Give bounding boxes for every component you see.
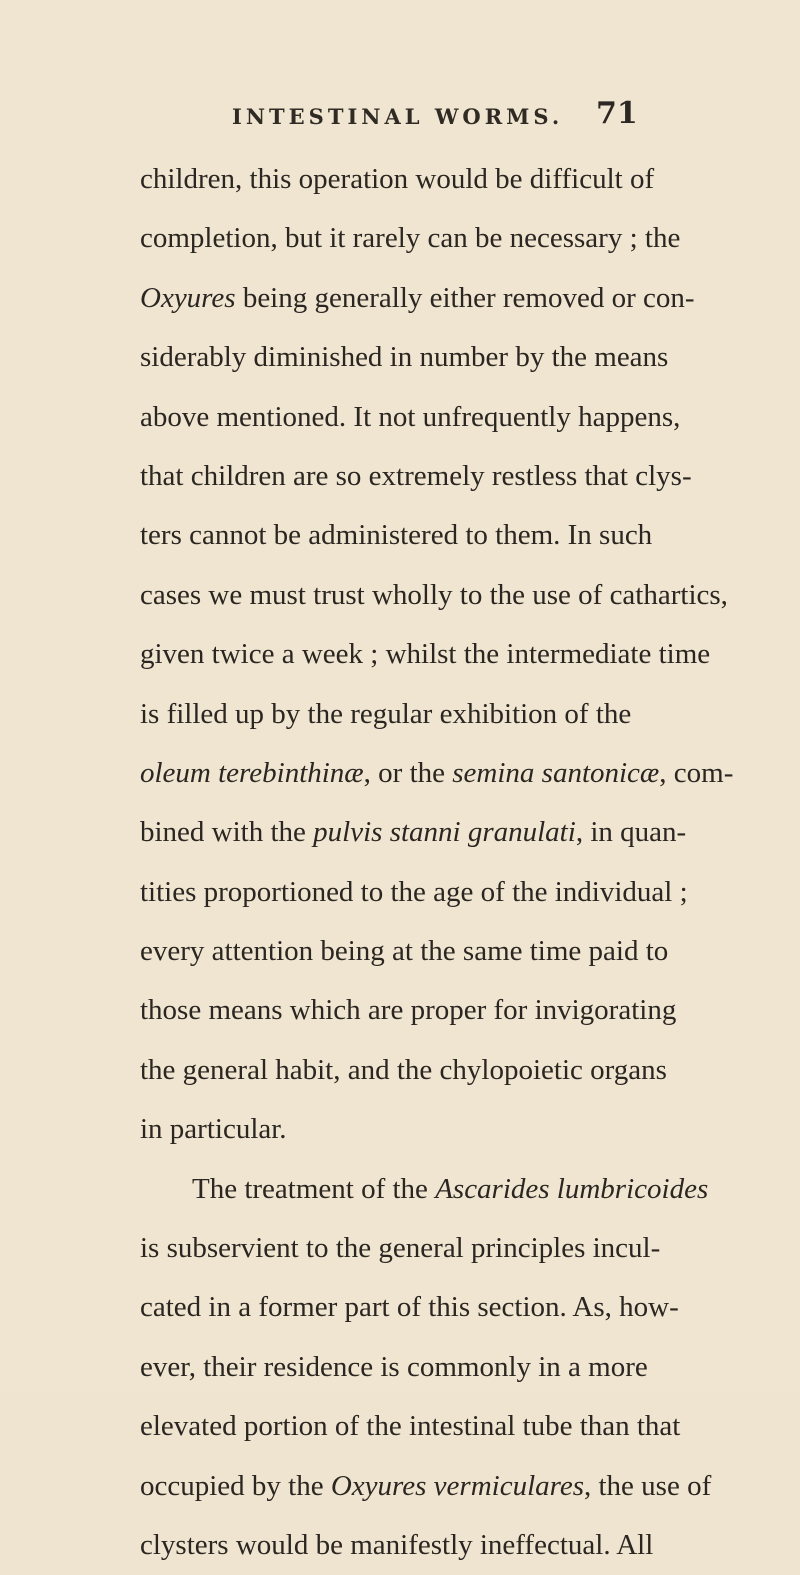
italic-text: Oxyures vermiculares	[330, 1469, 584, 1502]
text-segment: is filled up by the regular exhibition of the	[140, 697, 632, 730]
text-segment: being generally either removed or con-	[235, 281, 695, 314]
text-line	[140, 981, 677, 1040]
text-segment: ever, their residence is commonly in a more	[140, 1350, 648, 1383]
text-segment: those means which are proper for invigorating	[140, 994, 677, 1027]
text-segment: tities proportioned to the age of the individual ;	[140, 875, 688, 908]
text-segment: elevated portion of the intestinal tube than that	[140, 1410, 681, 1443]
text-segment: completion, but it rarely can be necessary ; the	[140, 222, 681, 255]
text-segment: above mentioned. It not unfrequently happens,	[140, 400, 681, 433]
text-line	[140, 506, 653, 565]
text-line	[140, 388, 681, 447]
text-line	[140, 1516, 654, 1575]
text-segment: children, this operation would be difficult of	[140, 163, 655, 195]
page-header	[0, 78, 800, 131]
text-line	[140, 269, 695, 328]
text-line	[140, 209, 681, 268]
text-segment: siderably diminished in number by the means	[140, 341, 669, 374]
text-segment: , or the	[363, 756, 453, 789]
running-head: INTESTINAL WORMS.	[232, 104, 564, 129]
text-line	[140, 863, 688, 922]
text-line	[140, 1041, 667, 1100]
text-segment: given twice a week ; whilst the intermediate time	[140, 638, 711, 671]
italic-text: semina santonicæ	[452, 756, 660, 789]
text-line	[140, 566, 728, 625]
text-segment: cases we must trust wholly to the use of cathartics,	[140, 578, 728, 611]
text-segment: every attention being at the same time paid to	[140, 935, 669, 968]
page-number: 71	[596, 96, 638, 131]
text-line	[140, 1397, 681, 1456]
italic-text: Ascarides lumbricoides	[435, 1172, 709, 1205]
text-line	[140, 328, 669, 387]
text-line	[140, 1278, 679, 1337]
text-line	[140, 744, 734, 803]
text-segment: that children are so extremely restless that clys-	[140, 459, 692, 492]
text-line	[140, 922, 669, 981]
text-segment: The treatment of the	[192, 1172, 436, 1205]
text-line	[140, 1160, 709, 1219]
text-line	[140, 150, 655, 209]
text-line	[140, 685, 630, 744]
text-segment: bined with the	[140, 816, 314, 849]
text-line	[140, 1338, 648, 1397]
text-segment: in particular.	[140, 1113, 287, 1146]
text-segment: , the use of	[584, 1469, 712, 1502]
text-line	[140, 1100, 630, 1159]
italic-text: pulvis stanni granulati	[313, 816, 576, 849]
text-segment: , in quan-	[575, 816, 687, 849]
text-segment: clysters would be manifestly ineffectual. All	[140, 1528, 654, 1561]
italic-text: Oxyures	[140, 281, 236, 314]
text-line	[140, 1219, 661, 1278]
text-segment: the general habit, and the chylopoietic organs	[140, 1053, 667, 1086]
text-line	[140, 447, 692, 506]
text-line	[140, 1457, 712, 1516]
text-segment: , com-	[659, 756, 734, 789]
text-line	[140, 625, 711, 684]
text-segment: is subservient to the general principles incul-	[140, 1232, 661, 1265]
text-line	[140, 803, 687, 862]
body-text	[140, 150, 734, 1575]
text-segment: occupied by the	[140, 1469, 331, 1502]
italic-text: oleum terebinthinæ	[140, 756, 364, 789]
text-segment: cated in a former part of this section. As, how-	[140, 1291, 679, 1324]
text-segment: ters cannot be administered to them. In such	[140, 519, 653, 552]
